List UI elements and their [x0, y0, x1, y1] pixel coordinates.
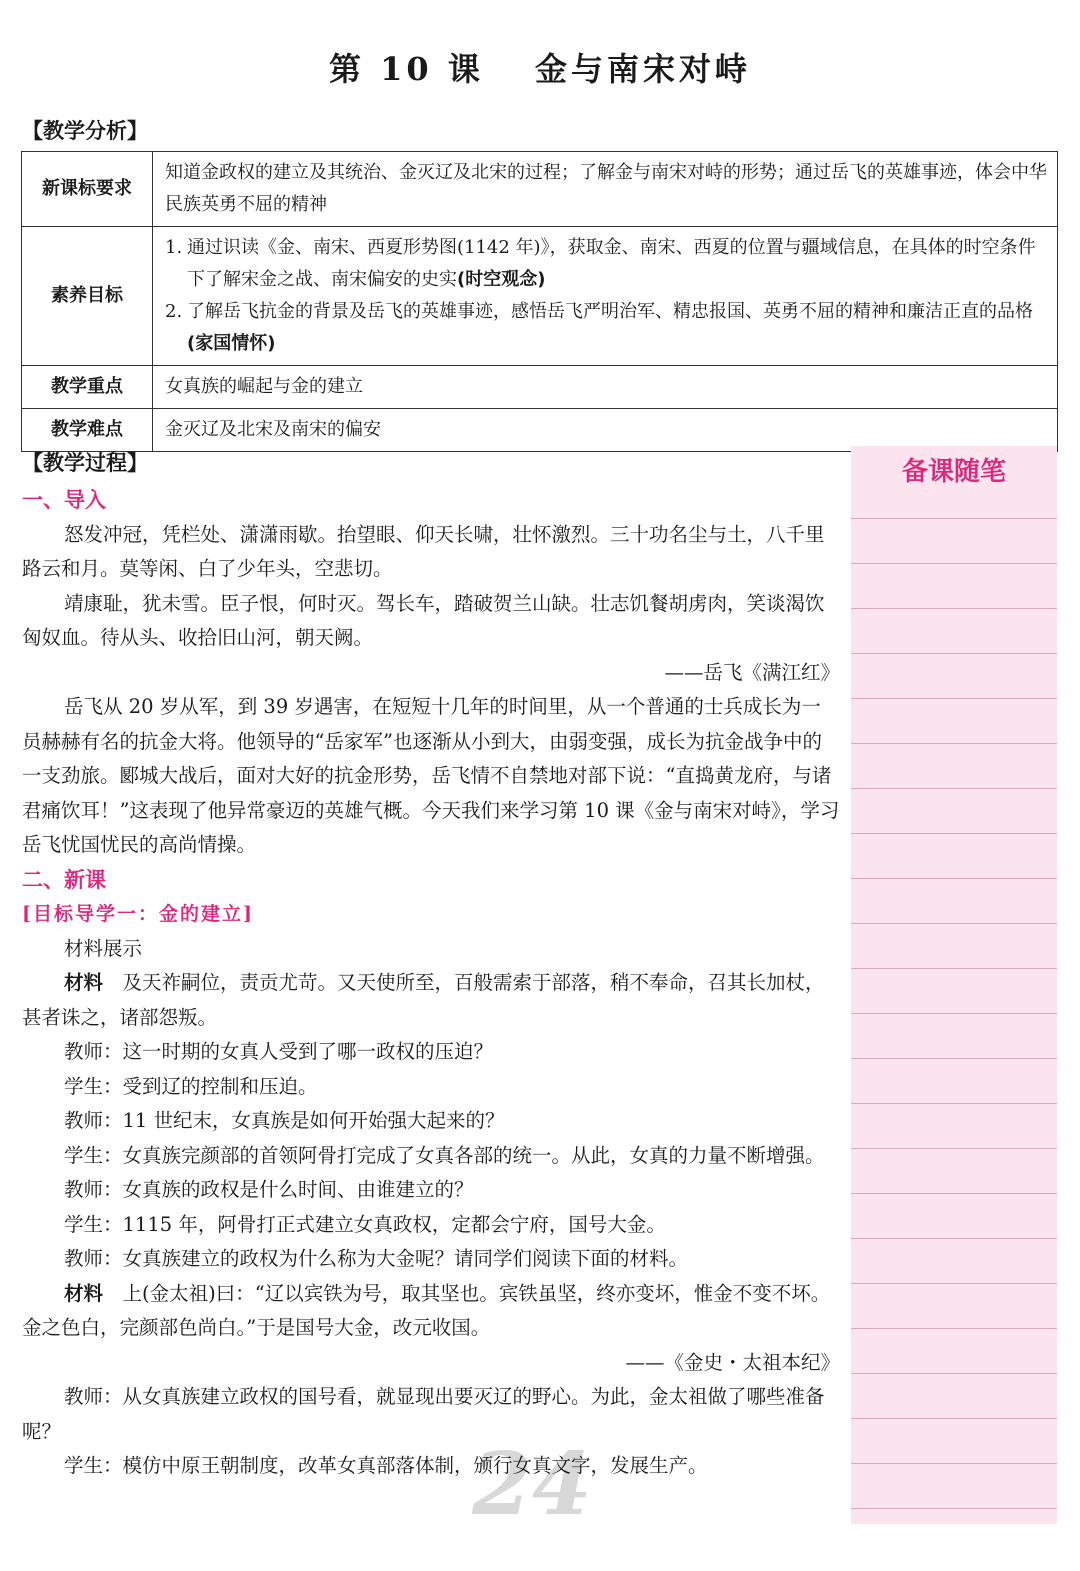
analysis-heading: 【教学分析】 — [22, 119, 148, 143]
row-label: 教学重点 — [22, 366, 153, 409]
dialogue-line: 教师：女真族的政权是什么时间、由谁建立的？ — [64, 1178, 474, 1201]
material-text: 及天祚嗣位，责贡尤苛。又天使所至，百般需索于部落，稍不奉命，召其长加杖，甚者诛之，诸部怨叛。 — [22, 971, 825, 1029]
goal-text: 通过识读《金、南宋、西夏形势图(1142 年)》，获取金、南宋、西夏的位置与疆域信息，在具体的时空条件下了解宋金之战、南宋偏安的史实 — [187, 237, 1036, 290]
section-heading: 一、导入 — [22, 488, 106, 512]
material-paragraph — [22, 966, 840, 1035]
goal-number: 1. — [165, 237, 183, 258]
notes-column — [851, 446, 1057, 1524]
table-row — [22, 227, 1058, 366]
goal-item — [165, 232, 1047, 296]
dialogue-line: 学生：模仿中原王朝制度，改革女真部落体制，颁行女真文字，发展生产。 — [64, 1454, 708, 1477]
material-show: 材料展示 — [64, 936, 143, 960]
table-row — [22, 152, 1058, 227]
goal-text: 了解岳飞抗金的背景及岳飞的英雄事迹，感悟岳飞严明治军、精忠报国、英勇不屈的精神和廉洁正直的品格 — [187, 301, 1033, 322]
material-label: 材料 — [64, 971, 104, 994]
dialogue-line: 教师：11 世纪末，女真族是如何开始强大起来的？ — [64, 1109, 505, 1132]
row-label: 新课标要求 — [22, 152, 153, 227]
table-row — [22, 366, 1058, 409]
row-label: 素养目标 — [22, 227, 153, 366]
dialogue-line: 学生：1115 年，阿骨打正式建立女真政权，定都会宁府，国号大金。 — [64, 1212, 666, 1236]
lesson-title: 第 10 课 金与南宋对峙 — [329, 50, 751, 88]
material-source: ——《金史・太祖本纪》 — [625, 1350, 840, 1374]
analysis-table — [21, 151, 1058, 452]
dialogue-line: 学生：受到辽的控制和压迫。 — [64, 1074, 318, 1098]
dialogue-line: 教师：女真族建立的政权为什么称为大金呢？请同学们阅读下面的材料。 — [64, 1247, 689, 1270]
row-content: 金灭辽及北宋及南宋的偏安 — [153, 409, 1058, 452]
poem-source: ——岳飞《满江红》 — [664, 660, 840, 684]
goal-item — [165, 296, 1047, 360]
page-number: 24 — [472, 1434, 592, 1535]
dialogue-line: 教师：这一时期的女真人受到了哪一政权的压迫？ — [64, 1040, 494, 1063]
row-content: 知道金政权的建立及其统治、金灭辽及北宋的过程；了解金与南宋对峙的形势；通过岳飞的英雄事迹，体会中华民族英勇不屈的精神 — [153, 152, 1058, 227]
lesson-body — [22, 483, 840, 1484]
row-content: 女真族的崛起与金的建立 — [153, 366, 1058, 409]
goal-number: 2. — [165, 301, 183, 322]
goal-tag: (家国情怀) — [187, 333, 276, 354]
dialogue-line: 学生：女真族完颜部的首领阿骨打完成了女真各部的统一。从此，女真的力量不断增强。 — [64, 1143, 825, 1167]
intro-paragraph: 岳飞从 20 岁从军，到 39 岁遇害，在短短十几年的时间里，从一个普通的士兵成长为一员赫赫有名的抗金大将。他领导的“岳家军”也逐渐从小到大，由弱变强，成长为抗金战争中的一支劲旅。郾城大战后，面对大好的抗金形势，岳飞情不自禁地对部下说：“直捣黄龙府，与诸君痛饮耳！”这表现了他异常豪迈的英雄气概。今天我们来学习第 10 课《金与南宋对峙》，学习岳飞忧国忧民的高尚情操。 — [22, 695, 840, 856]
dialogue-line: 教师：从女真族建立政权的国号看，就显现出要灭辽的野心。为此，金太祖做了哪些准备呢？ — [22, 1385, 825, 1443]
process-heading: 【教学过程】 — [22, 451, 148, 475]
goal-tag: (时空观念) — [457, 269, 546, 290]
section-heading: 二、新课 — [22, 867, 106, 892]
row-content — [153, 227, 1058, 366]
material-text: 上(金太祖)曰：“辽以宾铁为号，取其坚也。宾铁虽坚，终亦变坏，惟金不变不坏。金之色白，完颜部色尚白。”于是国号大金，改元收国。 — [22, 1281, 831, 1339]
material-label: 材料 — [64, 1281, 104, 1305]
row-label: 教学难点 — [22, 409, 153, 452]
material-paragraph — [22, 1277, 840, 1346]
learning-goal: [目标导学一：金的建立] — [22, 903, 254, 925]
poem-paragraph: 怒发冲冠，凭栏处、潇潇雨歇。抬望眼、仰天长啸，壮怀激烈。三十功名尘与土，八千里路云和月。莫等闲、白了少年头，空悲切。 — [22, 522, 825, 580]
poem-paragraph: 靖康耻，犹未雪。臣子恨，何时灭。驾长车，踏破贺兰山缺。壮志饥餐胡虏肉，笑谈渴饮匈奴血。待从头、收拾旧山河，朝天阙。 — [22, 591, 825, 649]
notes-title: 备课随笔 — [851, 446, 1057, 504]
